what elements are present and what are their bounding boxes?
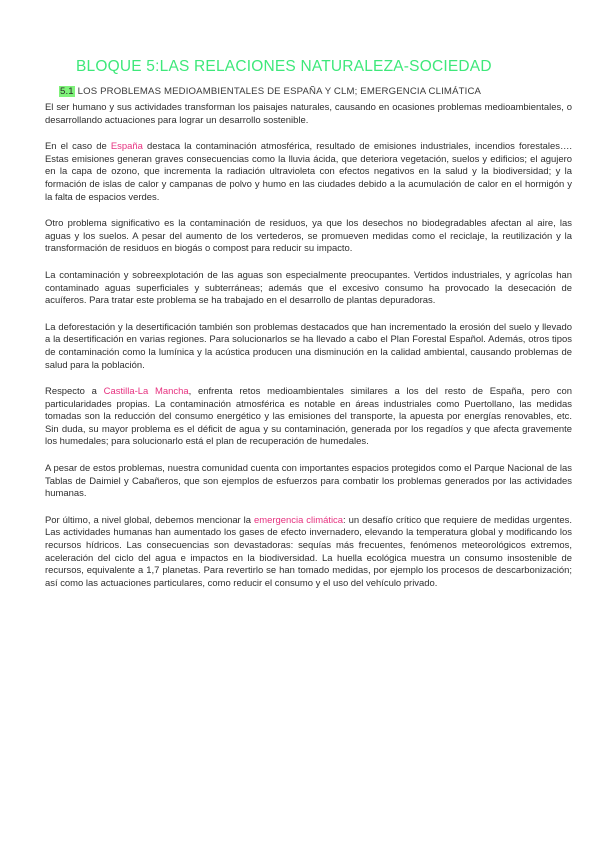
paragraph-text: Respecto a bbox=[45, 386, 104, 398]
paragraph-text: En el caso de bbox=[45, 141, 111, 153]
section-heading bbox=[59, 86, 579, 97]
paragraph-text: : un desafío crítico que requiere de medidas urgentes. Las actividades humanas han aumentado los gases de efecto invernadero, elevando la temperatura global y modificando los recursos hídricos. Las consecuencias son devastadoras: sequías más frecuentes, fenómenos meteorológicos extremos, aceleración del ciclo del agua e impactos en la biodiversidad. La huella ecológica muestra un consumo insostenible de recursos, equivalente a 1,7 planetas. Para revertirlo se han tomado medidas, por ejemplo los procesos de descarbonización; así como las actuaciones particulares, como reducir el consumo y el uso del vehículo privado. bbox=[45, 514, 572, 589]
keyword-climate-emergency: emergencia climática bbox=[254, 514, 344, 526]
paragraph-deforestation: La deforestación y la desertificación también son problemas destacados que han incrementado la erosión del suelo y llevado a la desertificación en varias regiones. Para solucionarlos se ha llevado a cabo el Plan Forestal Español. Además, otros tipos de contaminación como la lumínica y la acústica producen una disminución en la calidad ambiental, causando problemas de salud para la población. bbox=[45, 321, 572, 371]
section-title: LOS PROBLEMAS MEDIOAMBIENTALES DE ESPAÑA Y CLM; EMERGENCIA CLIMÁTICA bbox=[74, 86, 482, 97]
page-title: BLOQUE 5:LAS RELACIONES NATURALEZA-SOCIEDAD bbox=[76, 58, 492, 75]
paragraph-spain bbox=[45, 141, 572, 204]
paragraph-intro: El ser humano y sus actividades transforman los paisajes naturales, causando en ocasiones problemas medioambientales, o desarrollando actuaciones para lograr un desarrollo sostenible. bbox=[45, 102, 572, 126]
paragraph-text: Por último, a nivel global, debemos mencionar la bbox=[45, 514, 255, 526]
paragraph-text: destaca la contaminación atmosférica, resultado de emisiones industriales, incendios forestales…. Estas emisiones generan graves consecuencias como la lluvia ácida, que deteriora vegetación, suelos y edificios; el agujero en la capa de ozono, que incrementa la radiación ultravioleta con efectos negativos en la salud y la biodiversidad; y la formación de islas de calor y campanas de polvo y humo en las ciudades debido a la acumulación de calor en el hormigón y la falta de espacios verdes. bbox=[45, 141, 572, 203]
paragraph-clm bbox=[45, 386, 572, 449]
section-number: 5.1 bbox=[60, 86, 74, 97]
paragraph-waste: Otro problema significativo es la contaminación de residuos, ya que los desechos no biodegradables afectan al aire, las aguas y los suelos. A pesar del aumento de los vertederos, se promueven medidas como el reciclaje, la reutilización y la transformación de residuos en biogás o compost para reducir su impacto. bbox=[45, 218, 572, 255]
keyword-clm: Castilla-La Mancha bbox=[103, 386, 189, 398]
paragraph-climate-emergency bbox=[45, 515, 572, 591]
paragraph-text: , enfrenta retos medioambientales similares a los del resto de España, pero con particularidades propias. La contaminación atmosférica es notable en áreas industriales como Puertollano, las medidas tomadas son la reducción del consumo energético y las emisiones del transporte, la apuesta por energías renovables, etc. Sin duda, su mayor problema es el déficit de agua y su contaminación, generada por los regadíos y que afecta gravemente los humedales; para solucionarlo está el plan de recuperación de humedales. bbox=[45, 386, 572, 448]
paragraph-water: La contaminación y sobreexplotación de las aguas son especialmente preocupantes. Vertidos industriales, y agrícolas han contaminado aguas superficiales y subterráneas; además que el excesivo consumo ha provocado la desecación de acuíferos. Para tratar este problema se ha trabajado en el desarrollo de plantas depuradoras. bbox=[45, 269, 572, 307]
paragraph-protected-areas: A pesar de estos problemas, nuestra comunidad cuenta con importantes espacios protegidos como el Parque Nacional de las Tablas de Daimiel y Cabañeros, que son ejemplos de esfuerzos para combatir los problemas generados por las actividades humanas. bbox=[45, 463, 572, 500]
document-body bbox=[45, 102, 572, 604]
keyword-spain: España bbox=[110, 141, 143, 153]
